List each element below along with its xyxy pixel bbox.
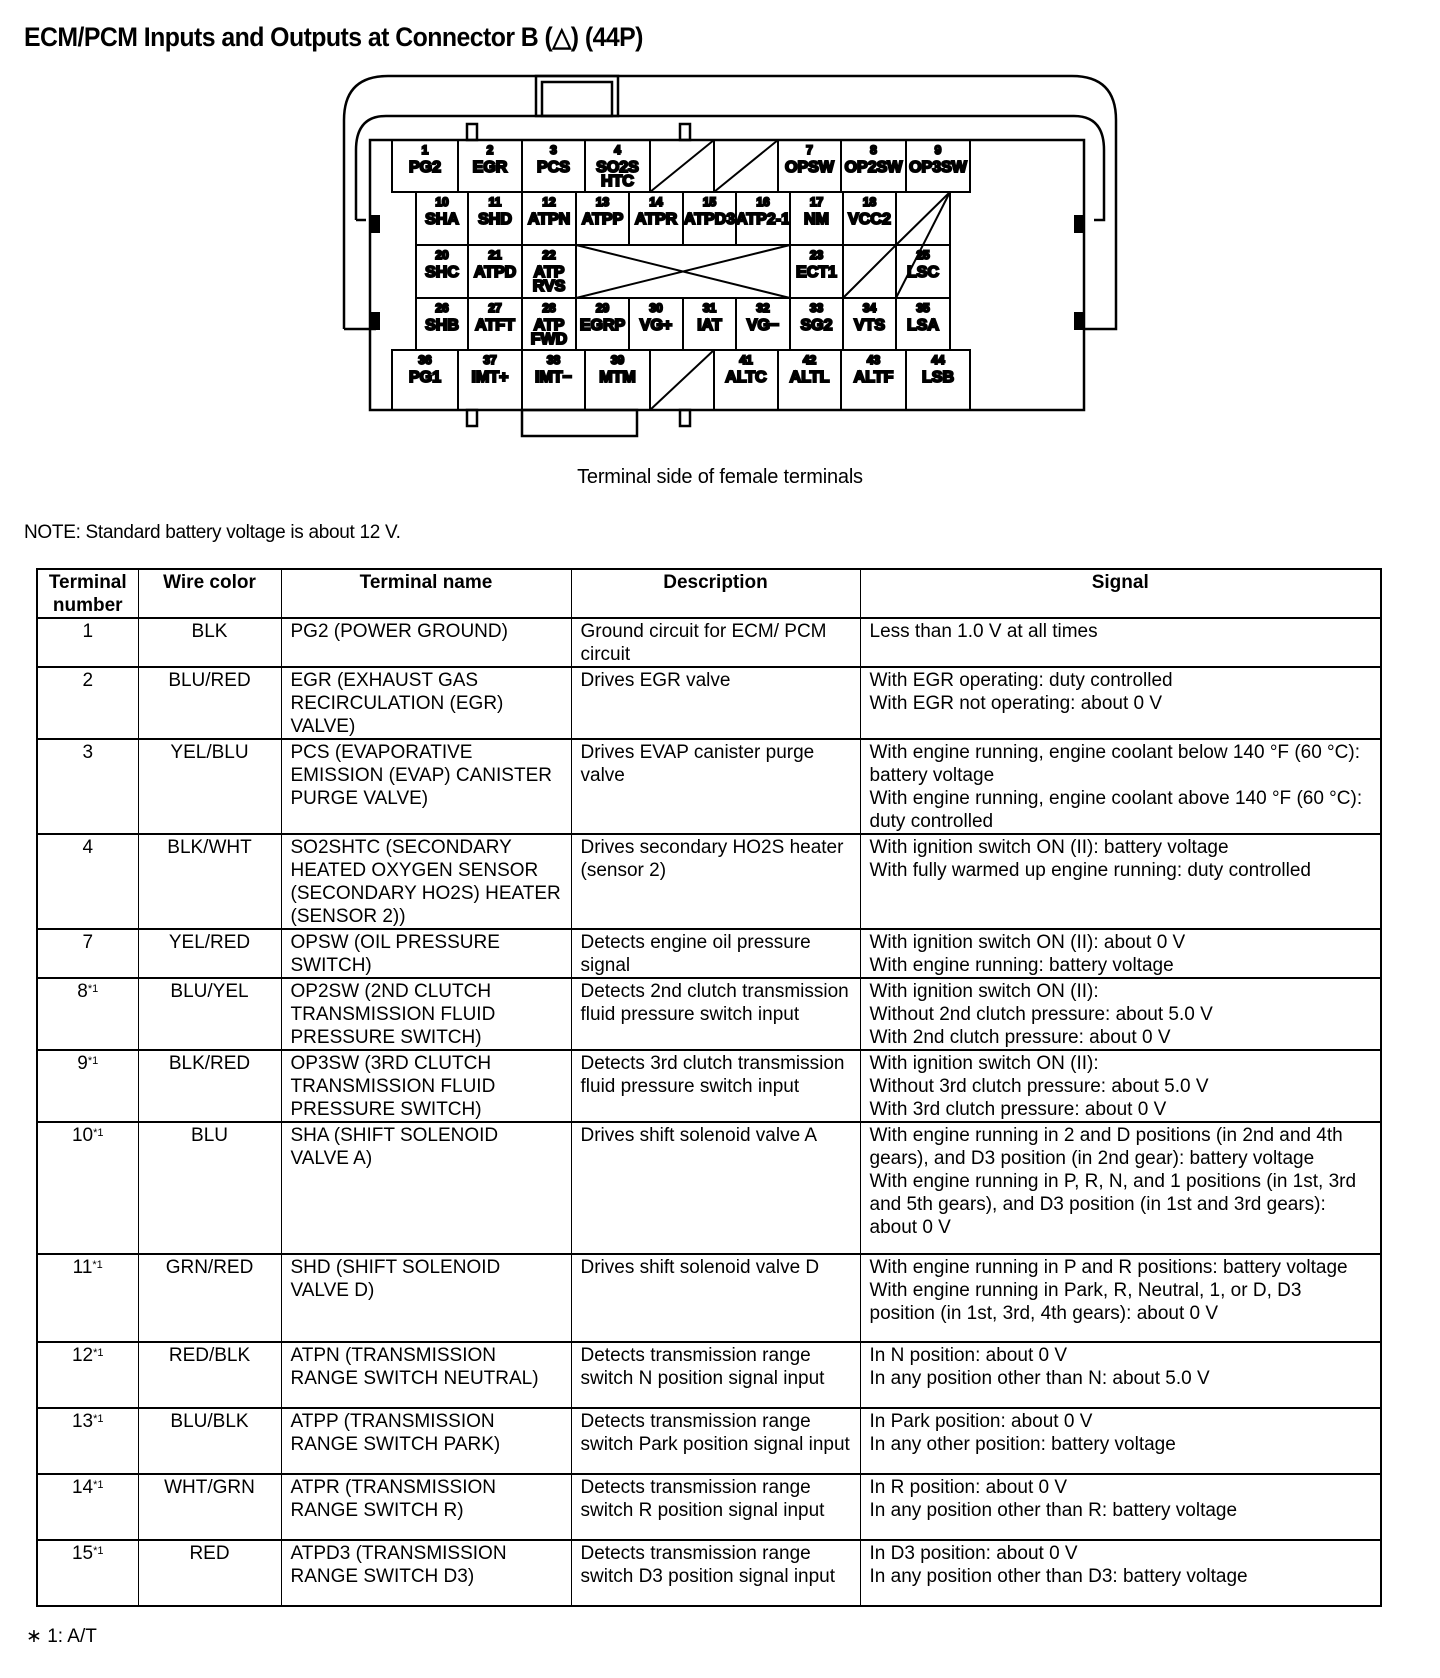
terminal-number: 3 bbox=[82, 742, 94, 763]
terminal-name-cell: SO2SHTC (SECONDARY HEATED OXYGEN SENSOR (SECONDARY HO2S) HEATER (SENSOR 2)) bbox=[281, 834, 571, 929]
terminal-number: 14 bbox=[71, 1477, 94, 1498]
signal-line: With ignition switch ON (II): battery voltage bbox=[869, 837, 1229, 858]
header-description: Description bbox=[571, 569, 860, 618]
signal-cell bbox=[860, 929, 1381, 978]
terminal-pin-label: ATP bbox=[533, 264, 565, 281]
terminal-pin-number: 42 bbox=[802, 353, 817, 367]
header-signal: Signal bbox=[860, 569, 1381, 618]
signal-line: With engine running in 2 and D positions (in 2nd and 4th gears), and D3 position (in 2nd gear): battery voltage bbox=[869, 1125, 1343, 1169]
terminal-pin-label: RVS bbox=[532, 278, 566, 295]
terminal-pin-number: 13 bbox=[595, 195, 610, 209]
description-cell: Detects 3rd clutch transmission fluid pressure switch input bbox=[571, 1050, 860, 1122]
terminal-pin-label: ATPD bbox=[473, 264, 517, 281]
terminal-pin-label: ATPD3 bbox=[683, 211, 736, 228]
header-wire-color: Wire color bbox=[138, 569, 281, 618]
terminal-pin-number: 2 bbox=[486, 143, 494, 157]
terminal-name-cell: ATPD3 (TRANSMISSION RANGE SWITCH D3) bbox=[281, 1540, 571, 1606]
terminal-pin-number: 7 bbox=[806, 143, 813, 157]
terminal-pin-label: VCC2 bbox=[848, 211, 891, 228]
signal-cell bbox=[860, 978, 1381, 1050]
terminal-pin-label: VG− bbox=[746, 317, 780, 334]
signal-line: With engine running in P and R positions: battery voltage bbox=[869, 1257, 1348, 1278]
terminal-number: 9 bbox=[77, 1053, 88, 1074]
signal-cell bbox=[860, 1050, 1381, 1122]
terminal-number: 4 bbox=[82, 837, 94, 858]
signal-cell bbox=[860, 739, 1381, 834]
signal-cell bbox=[860, 1254, 1381, 1342]
table-row bbox=[37, 1254, 1381, 1342]
terminal-pin-label: MTM bbox=[599, 369, 636, 386]
wire-color-cell: GRN/RED bbox=[138, 1254, 281, 1342]
description-cell: Ground circuit for ECM/ PCM circuit bbox=[571, 618, 860, 667]
terminal-name-cell: PCS (EVAPORATIVE EMISSION (EVAP) CANISTER PURGE VALVE) bbox=[281, 739, 571, 834]
table-row bbox=[37, 834, 1381, 929]
signal-line: With EGR operating: duty controlled bbox=[869, 670, 1173, 691]
signal-line: Without 3rd clutch pressure: about 5.0 V bbox=[869, 1076, 1209, 1097]
footnote-marker: *1 bbox=[93, 1127, 104, 1139]
terminal-pin-number: 32 bbox=[756, 301, 770, 315]
terminal-name-cell: ATPR (TRANSMISSION RANGE SWITCH R) bbox=[281, 1474, 571, 1540]
terminal-pin-number: 11 bbox=[488, 195, 502, 209]
table-row bbox=[37, 1474, 1381, 1540]
terminal-number: 2 bbox=[82, 670, 94, 691]
terminal-number: 15 bbox=[71, 1543, 94, 1564]
description-cell: Drives secondary HO2S heater (sensor 2) bbox=[571, 834, 860, 929]
terminal-pin-number: 1 bbox=[421, 143, 429, 157]
terminal-pin-number: 9 bbox=[934, 143, 942, 157]
wire-color-cell: BLK/RED bbox=[138, 1050, 281, 1122]
terminal-number: 7 bbox=[82, 932, 94, 953]
terminal-pin-number: 17 bbox=[809, 195, 824, 209]
terminal-number-cell bbox=[37, 1540, 138, 1606]
terminal-pin-label: ALTF bbox=[853, 369, 894, 386]
page-title: ECM/PCM Inputs and Outputs at Connector B (△) (44P) bbox=[24, 22, 643, 52]
table-row bbox=[37, 1050, 1381, 1122]
description-cell: Drives EGR valve bbox=[571, 667, 860, 739]
wire-color-cell: BLU/BLK bbox=[138, 1408, 281, 1474]
terminal-number-cell bbox=[37, 834, 138, 929]
terminal-pin-label: SO2S bbox=[596, 159, 639, 176]
terminal-table bbox=[36, 568, 1382, 1607]
wire-color-cell: BLU bbox=[138, 1122, 281, 1254]
terminal-pin-number: 4 bbox=[614, 143, 621, 157]
terminal-number: 12 bbox=[71, 1345, 94, 1366]
wire-color-cell: YEL/BLU bbox=[138, 739, 281, 834]
description-cell: Detects 2nd clutch transmission fluid pressure switch input bbox=[571, 978, 860, 1050]
terminal-name-cell: ATPP (TRANSMISSION RANGE SWITCH PARK) bbox=[281, 1408, 571, 1474]
footnote-marker: *1 bbox=[93, 1413, 104, 1425]
terminal-pin-label: NM bbox=[804, 211, 829, 228]
terminal-number-cell bbox=[37, 1050, 138, 1122]
description-cell: Detects transmission range switch D3 position signal input bbox=[571, 1540, 860, 1606]
wire-color-cell: BLK/WHT bbox=[138, 834, 281, 929]
signal-line: With 2nd clutch pressure: about 0 V bbox=[869, 1027, 1171, 1048]
terminal-pin-label: ATFT bbox=[475, 317, 515, 334]
unused-cavity-mark bbox=[650, 350, 714, 410]
signal-line: In any position other than D3: battery voltage bbox=[869, 1566, 1248, 1587]
signal-line: With fully warmed up engine running: duty controlled bbox=[869, 860, 1311, 881]
signal-line: With engine running in P, R, N, and 1 positions (in 1st, 3rd and 5th gears), and D3 position (in 1st and 3rd gears): about 0 V bbox=[869, 1171, 1357, 1238]
terminal-pin-label: ALTC bbox=[725, 369, 767, 386]
header-terminal-name: Terminal name bbox=[281, 569, 571, 618]
table-row bbox=[37, 667, 1381, 739]
terminal-pin-number: 36 bbox=[418, 353, 432, 367]
wire-color-cell: WHT/GRN bbox=[138, 1474, 281, 1540]
terminal-pin-label: LSB bbox=[922, 369, 954, 386]
terminal-number: 1 bbox=[82, 621, 94, 642]
connector-caption: Terminal side of female terminals bbox=[577, 466, 863, 488]
connector-drawing bbox=[330, 60, 1130, 520]
signal-cell bbox=[860, 1540, 1381, 1606]
terminal-pin-number: 10 bbox=[435, 195, 449, 209]
footnote-marker: *1 bbox=[93, 1545, 104, 1557]
terminal-name-cell: OP3SW (3RD CLUTCH TRANSMISSION FLUID PRESSURE SWITCH) bbox=[281, 1050, 571, 1122]
terminal-pin-number: 28 bbox=[542, 301, 556, 315]
footnote-marker: *1 bbox=[93, 1347, 104, 1359]
table-row bbox=[37, 739, 1381, 834]
terminal-pin-label: SHD bbox=[478, 211, 512, 228]
terminal-pin-number: 21 bbox=[488, 248, 502, 262]
table-row bbox=[37, 929, 1381, 978]
terminal-number-cell bbox=[37, 739, 138, 834]
terminal-pin-number: 25 bbox=[916, 248, 930, 262]
terminal-pin-label: OP2SW bbox=[844, 159, 903, 176]
terminal-pin-label: ALTL bbox=[789, 369, 830, 386]
table-row bbox=[37, 1408, 1381, 1474]
signal-cell bbox=[860, 1474, 1381, 1540]
terminal-pin-number: 16 bbox=[756, 195, 770, 209]
description-cell: Drives shift solenoid valve D bbox=[571, 1254, 860, 1342]
table-row bbox=[37, 1122, 1381, 1254]
terminal-pin-label: IMT+ bbox=[471, 369, 509, 386]
terminal-pin-label: ECT1 bbox=[796, 264, 837, 281]
table-row bbox=[37, 1342, 1381, 1408]
terminal-pin-label: OPSW bbox=[785, 159, 834, 176]
terminal-pin-label: PCS bbox=[537, 159, 570, 176]
terminal-pin-label: PG1 bbox=[408, 369, 442, 386]
terminal-pin-number: 23 bbox=[809, 248, 824, 262]
signal-line: In any position other than R: battery voltage bbox=[869, 1500, 1238, 1521]
signal-line: With EGR not operating: about 0 V bbox=[869, 693, 1163, 714]
signal-line: In any position other than N: about 5.0 V bbox=[869, 1368, 1210, 1389]
terminal-number: 10 bbox=[71, 1125, 94, 1146]
terminal-pin-label: IAT bbox=[697, 317, 722, 334]
terminal-pin-label: ATPN bbox=[527, 211, 571, 228]
terminal-pin-number: 41 bbox=[739, 353, 753, 367]
wire-color-cell: YEL/RED bbox=[138, 929, 281, 978]
terminal-pin-label: FWD bbox=[530, 331, 568, 348]
description-cell: Drives EVAP canister purge valve bbox=[571, 739, 860, 834]
terminal-name-cell: SHD (SHIFT SOLENOID VALVE D) bbox=[281, 1254, 571, 1342]
footnote-marker: *1 bbox=[93, 1479, 104, 1491]
terminal-number-cell bbox=[37, 1342, 138, 1408]
footnote-marker: *1 bbox=[87, 983, 99, 995]
wire-color-cell: RED/BLK bbox=[138, 1342, 281, 1408]
signal-line: With ignition switch ON (II): bbox=[869, 981, 1099, 1002]
terminal-pin-label: VTS bbox=[853, 317, 886, 334]
signal-line: In any other position: battery voltage bbox=[869, 1434, 1176, 1455]
description-cell: Drives shift solenoid valve A bbox=[571, 1122, 860, 1254]
signal-line: In N position: about 0 V bbox=[869, 1345, 1068, 1366]
terminal-pin-label: SHB bbox=[425, 317, 459, 334]
signal-line: Without 2nd clutch pressure: about 5.0 V bbox=[869, 1004, 1213, 1025]
signal-line: With engine running, engine coolant below 140 °F (60 °C): battery voltage bbox=[869, 742, 1360, 786]
terminal-pin-number: 15 bbox=[702, 195, 717, 209]
terminal-pin-number: 33 bbox=[809, 301, 824, 315]
terminal-pin-number: 29 bbox=[595, 301, 610, 315]
terminal-pin-label: EGR bbox=[472, 159, 508, 176]
description-cell: Detects engine oil pressure signal bbox=[571, 929, 860, 978]
terminal-pin-number: 34 bbox=[862, 301, 877, 315]
description-cell: Detects transmission range switch Park position signal input bbox=[571, 1408, 860, 1474]
signal-cell bbox=[860, 1408, 1381, 1474]
terminal-name-cell: ATPN (TRANSMISSION RANGE SWITCH NEUTRAL) bbox=[281, 1342, 571, 1408]
terminal-number: 8 bbox=[77, 981, 88, 1002]
terminal-pin-number: 39 bbox=[610, 353, 625, 367]
terminal-pin-number: 38 bbox=[546, 353, 561, 367]
terminal-pin-number: 3 bbox=[550, 143, 557, 157]
unused-cavity-mark bbox=[650, 140, 714, 192]
terminal-number-cell bbox=[37, 1408, 138, 1474]
connector-diagram bbox=[330, 60, 1130, 520]
signal-cell bbox=[860, 618, 1381, 667]
terminal-number-cell bbox=[37, 1474, 138, 1540]
terminal-pin-number: 30 bbox=[649, 301, 663, 315]
terminal-pin-label: LSC bbox=[907, 264, 939, 281]
wire-color-cell: BLU/RED bbox=[138, 667, 281, 739]
terminal-number-cell bbox=[37, 978, 138, 1050]
terminal-pin-label: IMT− bbox=[535, 369, 572, 386]
terminal-pin-label: PG2 bbox=[408, 159, 442, 176]
terminal-pin-label: ATPR bbox=[634, 211, 678, 228]
terminal-pin-number: 12 bbox=[542, 195, 556, 209]
terminal-pin-label: ATP2-1 bbox=[736, 211, 790, 228]
note-text: NOTE: Standard battery voltage is about 12 V. bbox=[24, 522, 401, 543]
signal-line: With engine running in Park, R, Neutral, 1, or D, D3 position (in 1st, 3rd, 4th gears): about 0 V bbox=[869, 1280, 1302, 1324]
terminal-name-cell: SHA (SHIFT SOLENOID VALVE A) bbox=[281, 1122, 571, 1254]
terminal-pin-number: 35 bbox=[916, 301, 930, 315]
wire-color-cell: BLU/YEL bbox=[138, 978, 281, 1050]
footnote: ∗ 1: A/T bbox=[26, 1626, 97, 1647]
terminal-pin-number: 44 bbox=[931, 353, 945, 367]
signal-cell bbox=[860, 1122, 1381, 1254]
terminal-pin-number: 26 bbox=[435, 301, 449, 315]
unused-cavity-mark bbox=[843, 245, 896, 298]
terminal-pin-label: SG2 bbox=[800, 317, 833, 334]
terminal-number-cell bbox=[37, 1254, 138, 1342]
terminal-number-cell bbox=[37, 929, 138, 978]
table-header-row bbox=[37, 569, 1381, 618]
wire-color-cell: BLK bbox=[138, 618, 281, 667]
signal-line: In Park position: about 0 V bbox=[869, 1411, 1093, 1432]
unused-cavity-mark bbox=[714, 140, 778, 192]
signal-line: In R position: about 0 V bbox=[869, 1477, 1068, 1498]
terminal-pin-label: VG+ bbox=[639, 317, 673, 334]
header-terminal-number: Terminal number bbox=[37, 569, 138, 618]
signal-cell bbox=[860, 1342, 1381, 1408]
terminal-pin-number: 8 bbox=[870, 143, 877, 157]
description-cell: Detects transmission range switch R position signal input bbox=[571, 1474, 860, 1540]
terminal-pin-label: ATPP bbox=[581, 211, 624, 228]
signal-cell bbox=[860, 834, 1381, 929]
signal-line: Less than 1.0 V at all times bbox=[869, 621, 1098, 642]
terminal-name-cell: OPSW (OIL PRESSURE SWITCH) bbox=[281, 929, 571, 978]
signal-line: With engine running: battery voltage bbox=[869, 955, 1174, 976]
wire-color-cell: RED bbox=[138, 1540, 281, 1606]
signal-line: With 3rd clutch pressure: about 0 V bbox=[869, 1099, 1167, 1120]
description-cell: Detects transmission range switch N position signal input bbox=[571, 1342, 860, 1408]
terminal-pin-number: 22 bbox=[542, 248, 556, 262]
terminal-pin-label: OP3SW bbox=[909, 159, 967, 176]
terminal-pin-label: SHC bbox=[425, 264, 459, 281]
terminal-number-cell bbox=[37, 667, 138, 739]
terminal-pin-number: 43 bbox=[866, 353, 881, 367]
terminal-pin-number: 37 bbox=[483, 353, 497, 367]
terminal-pin-label: ATP bbox=[533, 317, 565, 334]
signal-line: In D3 position: about 0 V bbox=[869, 1543, 1078, 1564]
terminal-pin-label: HTC bbox=[601, 173, 634, 190]
terminal-pin-number: 20 bbox=[435, 248, 449, 262]
terminal-pin-label: SHA bbox=[425, 211, 459, 228]
table-row bbox=[37, 1540, 1381, 1606]
signal-line: With engine running, engine coolant above 140 °F (60 °C): duty controlled bbox=[869, 788, 1363, 832]
table-row bbox=[37, 618, 1381, 667]
terminal-pin-number: 14 bbox=[649, 195, 663, 209]
terminal-pin-label: EGRP bbox=[579, 317, 626, 334]
terminal-number-cell bbox=[37, 618, 138, 667]
terminal-name-cell: EGR (EXHAUST GAS RECIRCULATION (EGR) VALVE) bbox=[281, 667, 571, 739]
terminal-name-cell: PG2 (POWER GROUND) bbox=[281, 618, 571, 667]
terminal-pin-number: 31 bbox=[702, 301, 717, 315]
signal-line: With ignition switch ON (II): bbox=[869, 1053, 1099, 1074]
terminal-number-cell bbox=[37, 1122, 138, 1254]
terminal-pin-number: 27 bbox=[488, 301, 502, 315]
footnote-marker: *1 bbox=[92, 1259, 103, 1271]
terminal-name-cell: OP2SW (2ND CLUTCH TRANSMISSION FLUID PRESSURE SWITCH) bbox=[281, 978, 571, 1050]
unused-cavity-mark bbox=[896, 192, 950, 245]
footnote-marker: *1 bbox=[87, 1055, 99, 1067]
signal-line: With ignition switch ON (II): about 0 V bbox=[869, 932, 1186, 953]
terminal-pin-label: LSA bbox=[907, 317, 939, 334]
terminal-number: 13 bbox=[71, 1411, 94, 1432]
terminal-pin-number: 18 bbox=[862, 195, 877, 209]
table-row bbox=[37, 978, 1381, 1050]
signal-cell bbox=[860, 667, 1381, 739]
terminal-number: 11 bbox=[72, 1257, 93, 1278]
